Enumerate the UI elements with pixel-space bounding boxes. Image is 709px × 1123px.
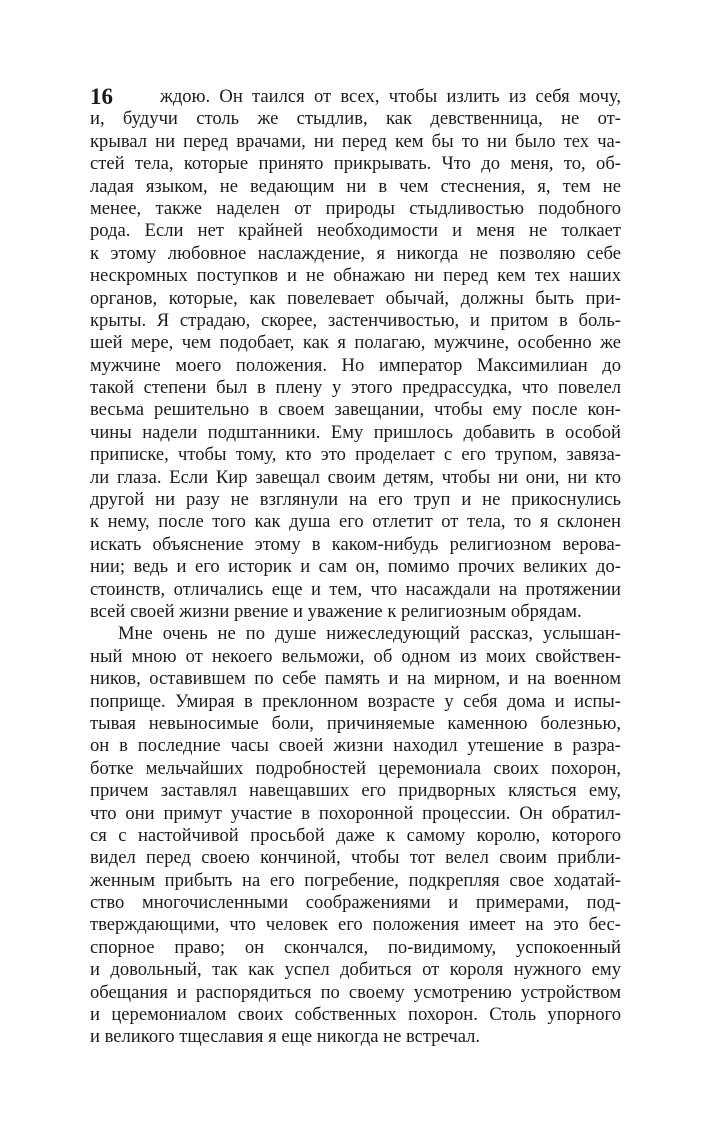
text-line: приписке, чтобы тому, кто это проделает с его трупом, завяза- [90,444,621,466]
text-line: поприще. Умирая в преклонном возрасте у себя дома и испы- [90,690,621,712]
text-line: чины надели подштанники. Ему пришлось добавить в особой [90,421,621,443]
text-line: стоинств, отличались еще и тем, что насаждали на протяжении [90,578,621,600]
text-line: крывал ни перед врачами, ни перед кем бы то ни было тех ча- [90,130,621,152]
text-line: что они примут участие в похоронной процессии. Он обратил- [90,802,621,824]
text-line: и церемониалом своих собственных похорон. Столь упорного [90,1004,621,1026]
text-line: ство многочисленными соображениями и примерами, под- [90,892,621,914]
text-line: шей мере, чем подобает, как я полагаю, мужчине, особенно же [90,332,621,354]
text-line: Мне очень не по душе нижеследующий рассказ, услышан- [118,623,621,645]
text-line: тывая невыносимые боли, причиняемые каменною болезнью, [90,712,621,734]
text-line: и довольный, так как успел добиться от короля нужного ему [90,959,621,981]
text-line: такой степени был в плену у этого предрассудка, что повелел [90,377,621,399]
text-line: рода. Если нет крайней необходимости и меня не толкает [90,220,621,242]
text-line: стей тела, которые принято прикрывать. Что до меня, то, об- [90,153,621,175]
text-line: весьма решительно в своем завещании, чтобы ему после кон- [90,399,621,421]
text-line: нии; ведь и его историк и сам он, помимо прочих великих до- [90,556,621,578]
text-line: органов, которые, как повелевает обычай, должны быть при- [90,287,621,309]
text-line: искать объяснение этому в каком-нибудь религиозном верова- [90,533,621,555]
text-line: и великого тщеславия я еще никогда не встречал. [90,1026,481,1048]
text-line: причем заставлял навещавших его придворных клясться ему, [90,780,621,802]
text-line: мужчине моего положения. Но император Максимилиан до [90,354,621,376]
text-line: ся с настойчивой просьбой даже к самому королю, которого [90,824,621,846]
body-text [90,86,621,1049]
text-line: ждою. Он таился от всех, чтобы излить из себя мочу, [160,86,621,107]
text-line: ботке мельчайших подробностей церемониала своих похорон, [90,757,621,779]
text-line: к нему, после того как душа его отлетит от тела, то я склонен [90,511,621,533]
text-line: менее, также наделен от природы стыдливостью подобного [90,197,621,219]
text-line: ников, оставившем по себе память и на мирном, и на военном [90,668,621,690]
text-line: обещания и распорядиться по своему усмотрению устройством [90,981,621,1003]
text-line: ный мною от некоего вельможи, об одном из моих свойствен- [90,645,621,667]
text-line: видел перед своею кончиной, чтобы тот велел своим прибли- [90,847,621,869]
text-line: к этому любовное наслаждение, я никогда не позволяю себе [90,242,621,264]
text-line: и, будучи столь же стыдлив, как девственница, не от- [90,108,621,130]
text-line: женным прибыть на его погребение, подкрепляя свое ходатай- [90,869,621,891]
text-line: ли глаза. Если Кир завещал своим детям, чтобы ни они, ни кто [90,466,621,488]
text-line: ладая языком, не ведающим ни в чем стеснения, я, тем не [90,175,621,197]
text-line: крыты. Я страдаю, скорее, застенчивостью, и притом в боль- [90,309,621,331]
text-line: он в последние часы своей жизни находил утешение в разра- [90,735,621,757]
text-line: нескромных поступков и не обнажаю ни перед кем тех наших [90,265,621,287]
text-line: спорное право; он скончался, по-видимому, успокоенный [90,936,621,958]
text-line: тверждающими, что человек его положения имеет на это бес- [90,914,621,936]
page-number: 16 [90,84,113,109]
text-line: другой ни разу не взглянули на его труп и не прикоснулись [90,489,621,511]
text-line: всей своей жизни рвение и уважение к религиозным обрядам. [90,600,582,622]
